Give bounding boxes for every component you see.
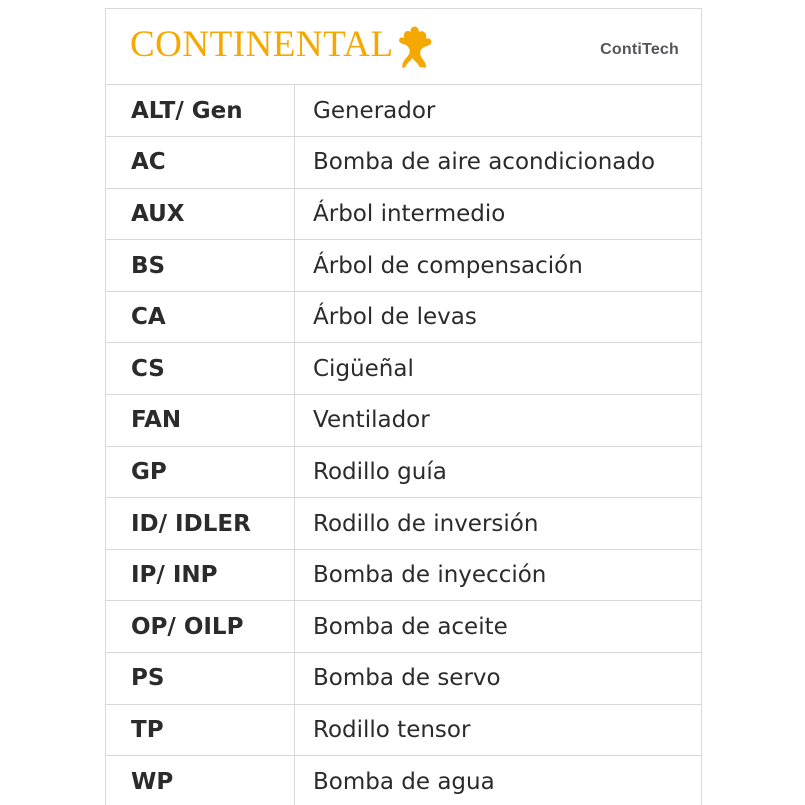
row-code: WP bbox=[106, 756, 295, 805]
row-code: IP/ INP bbox=[106, 549, 295, 601]
row-description: Bomba de inyección bbox=[295, 549, 702, 601]
row-code: CA bbox=[106, 291, 295, 343]
row-code: CS bbox=[106, 343, 295, 395]
row-description: Árbol intermedio bbox=[295, 188, 702, 240]
table-row bbox=[106, 498, 701, 550]
table-row bbox=[106, 291, 701, 343]
row-description: Bomba de servo bbox=[295, 653, 702, 705]
row-description: Rodillo tensor bbox=[295, 704, 702, 756]
table-row bbox=[106, 188, 701, 240]
row-code: ALT/ Gen bbox=[106, 85, 295, 137]
row-description: Rodillo de inversión bbox=[295, 498, 702, 550]
row-description: Bomba de agua bbox=[295, 756, 702, 805]
brand-wordmark: CONTINENTAL bbox=[130, 24, 394, 65]
row-description: Bomba de aceite bbox=[295, 601, 702, 653]
table-row bbox=[106, 446, 701, 498]
table-row bbox=[106, 704, 701, 756]
table-row bbox=[106, 549, 701, 601]
table-row bbox=[106, 137, 701, 189]
row-description: Rodillo guía bbox=[295, 446, 702, 498]
row-description: Ventilador bbox=[295, 395, 702, 447]
row-code: ID/ IDLER bbox=[106, 498, 295, 550]
continental-logo bbox=[130, 25, 436, 72]
table-row bbox=[106, 756, 701, 805]
table-row bbox=[106, 343, 701, 395]
row-code: AC bbox=[106, 137, 295, 189]
row-description: Generador bbox=[313, 97, 436, 124]
table-row bbox=[106, 240, 701, 292]
table-row bbox=[106, 85, 701, 137]
table-body bbox=[106, 85, 701, 805]
row-code: TP bbox=[106, 704, 295, 756]
table-row bbox=[106, 395, 701, 447]
row-code: BS bbox=[106, 240, 295, 292]
row-code: PS bbox=[106, 653, 295, 705]
brand-header bbox=[106, 9, 701, 85]
abbreviation-table-sheet bbox=[105, 8, 702, 805]
row-code: OP/ OILP bbox=[106, 601, 295, 653]
row-code: AUX bbox=[106, 188, 295, 240]
row-description: Bomba de aire acondicionado bbox=[295, 137, 702, 189]
table-row bbox=[106, 601, 701, 653]
row-code: FAN bbox=[106, 395, 295, 447]
row-description: Árbol de compensación bbox=[295, 240, 702, 292]
row-code: GP bbox=[106, 446, 295, 498]
prancing-horse-icon bbox=[396, 26, 436, 72]
abbreviation-table bbox=[106, 85, 701, 805]
table-row bbox=[106, 653, 701, 705]
brand-sub-label: ContiTech bbox=[600, 41, 679, 58]
row-description: Árbol de levas bbox=[295, 291, 702, 343]
row-description: Cigüeñal bbox=[295, 343, 702, 395]
